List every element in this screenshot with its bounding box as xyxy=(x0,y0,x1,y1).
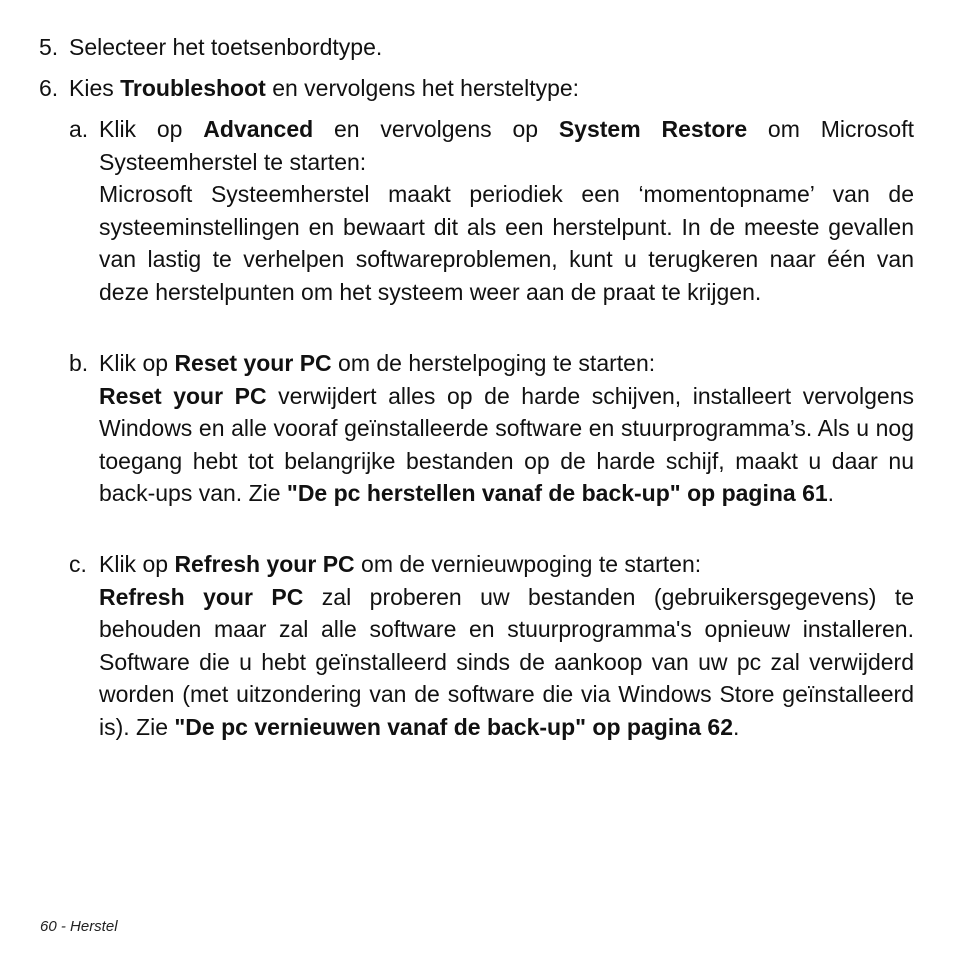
bold-text: Refresh your PC xyxy=(174,551,355,577)
substep-body xyxy=(99,581,914,744)
bold-text: Refresh your PC xyxy=(99,583,304,610)
bold-text: "De pc herstellen vanaf de back-up" op pagina 61 xyxy=(286,480,828,506)
bold-text: Advanced xyxy=(203,116,314,142)
substep-heading xyxy=(99,113,914,178)
bold-text: Reset your PC xyxy=(174,350,332,376)
text-run: Klik op xyxy=(99,551,175,577)
step-number: 5. xyxy=(39,34,59,60)
substep-letter: a. xyxy=(69,116,89,142)
text-run: en vervolgens op xyxy=(313,116,559,142)
step-number: 6. xyxy=(39,75,59,101)
page-footer: 60 - Herstel xyxy=(40,918,118,935)
text-run: zal proberen uw bestanden (gebruikersgegevens) te behouden maar zal alle software en stuurprogramma's opnieuw installeren. Software die u hebt geïnstalleerd sinds de aankoop van uw pc zal verwijderd worden (met uitzondering van de software die via Windows Store geïnstalleerd is). Zie xyxy=(99,583,914,740)
bold-text: Troubleshoot xyxy=(120,75,266,101)
text-run: . xyxy=(827,480,835,506)
text-run: Microsoft Systeemherstel maakt periodiek een ‘momentopname’ van de systeeminstellingen en bewaart dit als een herstelpunt. In de meeste gevallen van lastig te verhelpen softwareproblemen, kunt u terugkeren naar één van deze herstelpunten om het systeem weer aan de praat te krijgen. xyxy=(99,181,914,305)
text-run: Kies xyxy=(69,75,121,101)
text-run: verwijdert alles op de harde schijven, installeert vervolgens Windows en alle vooraf geïnstalleerde software en stuurprogramma’s. Als u nog toegang hebt tot belangrijke bestanden op de harde schijf, maakt u daar nu back-ups van. Zie xyxy=(99,382,914,506)
substep-heading xyxy=(99,347,914,380)
text-run: om de vernieuwpoging te starten: xyxy=(354,551,702,577)
substep-body xyxy=(99,178,914,308)
substep-content xyxy=(99,347,914,510)
bold-text: "De pc vernieuwen vanaf de back-up" op pagina 62 xyxy=(174,713,734,740)
substep-heading xyxy=(99,548,914,581)
bold-text: System Restore xyxy=(558,116,748,142)
text-run: Klik op xyxy=(99,116,204,142)
text-run: Klik op xyxy=(99,350,175,376)
bold-text: Reset your PC xyxy=(99,382,267,409)
substep-content xyxy=(99,113,914,308)
substep-letter: c. xyxy=(69,551,87,577)
step-text xyxy=(69,31,914,64)
step-text xyxy=(69,72,914,105)
text-run: om Microsoft Systeemherstel te starten: xyxy=(99,116,914,175)
text-run: Selecteer het toetsenbordtype. xyxy=(69,34,383,60)
substep-body xyxy=(99,380,914,510)
text-run: en vervolgens het hersteltype: xyxy=(265,75,580,101)
text-run: om de herstelpoging te starten: xyxy=(331,350,656,376)
substep-letter: b. xyxy=(69,350,89,376)
text-run: . xyxy=(733,713,740,740)
substep-content xyxy=(99,548,914,743)
